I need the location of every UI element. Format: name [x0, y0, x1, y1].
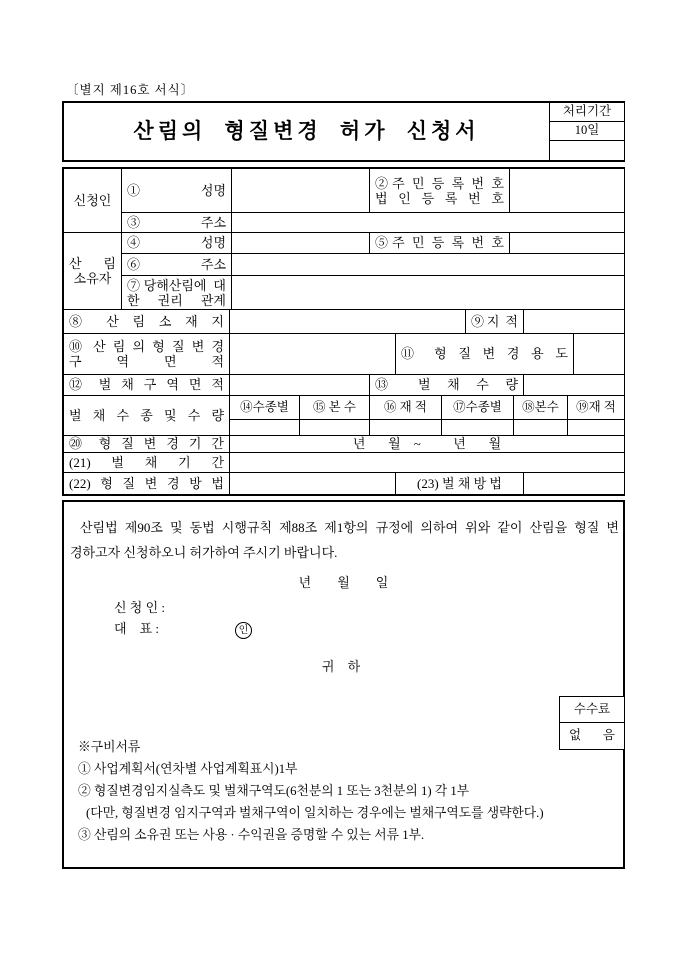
representative-signature-line: 대 표 : 인: [114, 618, 252, 639]
required-document-item: ② 형질변경임지실측도 및 벌채구역도(6천분의 1 또는 3천분의 1) 각 1부: [78, 784, 470, 798]
applicant-name-label: ①성명: [122, 169, 232, 213]
species-input-cell[interactable]: [568, 420, 625, 436]
species-input-cell[interactable]: [514, 420, 568, 436]
declaration-box: [62, 500, 625, 869]
change-area-label: ⑩ 산 림 의 형 질 변 경 구 역 면 적: [64, 334, 230, 375]
required-document-item: ① 사업계획서(연차별 사업계획표시)1부: [78, 762, 298, 776]
applicant-signature-label: 신 청 인 :: [114, 600, 166, 615]
felling-area-row: [63, 374, 625, 396]
felling-species-label: 벌 채 수 종 및 수 량: [64, 396, 230, 436]
change-use-label: ⑪ 형 질 변 경 용 도: [396, 334, 574, 375]
title-box: [62, 101, 625, 162]
cadastre-label: ⑨지 적: [466, 310, 524, 334]
declaration-paragraph: [70, 515, 619, 565]
processing-period-label: 처리기간: [550, 103, 625, 122]
species-input-cell[interactable]: [370, 420, 442, 436]
signature-block: [114, 597, 252, 639]
owner-address-input-cell[interactable]: [232, 254, 625, 276]
recipient-label: 귀 하: [321, 659, 366, 674]
owner-group-label: 산 림 소유자: [64, 233, 122, 310]
species-col-header-4: ⑰수종별: [442, 396, 514, 420]
seal-icon: 인: [235, 622, 252, 639]
change-method-input-cell[interactable]: [230, 473, 396, 495]
species-col-header-1: ⑭수종별: [230, 396, 300, 420]
owner-regno-input-cell[interactable]: [510, 233, 625, 254]
change-area-row: [63, 333, 625, 375]
required-document-item-note: (다만, 형질변경 임지구역과 벌채구역이 일치하는 경우에는 벌채구역도를 생략한다.): [86, 806, 544, 820]
main-form-table: [62, 167, 625, 496]
felling-method-label: (23) 벌 채 방 법: [396, 473, 524, 495]
change-period-value-cell[interactable]: 년 월 ~ 년 월: [230, 436, 625, 453]
change-use-input-cell[interactable]: [574, 334, 625, 375]
date-line: 년 월 일: [298, 575, 389, 590]
species-input-cell[interactable]: [300, 420, 370, 436]
owner-rights-label: ⑦당해산림에 대 한 권리 관계: [122, 276, 232, 310]
applicant-name-input-cell[interactable]: [232, 169, 370, 213]
cadastre-input-cell[interactable]: [524, 310, 625, 334]
period-method-section: [63, 435, 625, 495]
felling-quantity-label: ⑬ 벌 채 수 량: [370, 375, 524, 396]
form-title: 산림의 형질변경 허가 신청서: [64, 103, 550, 161]
required-documents: [78, 736, 613, 846]
felling-period-label: (21) 벌 채 기 간: [64, 453, 230, 473]
required-documents-title: ※구비서류: [78, 740, 141, 754]
change-method-label: (22) 형 질 변 경 방 법: [64, 473, 230, 495]
owner-name-input-cell[interactable]: [232, 233, 370, 254]
title-table: [63, 102, 625, 161]
applicant-regno-input-cell[interactable]: [510, 169, 625, 213]
processing-period-empty-cell[interactable]: [550, 141, 625, 161]
forest-location-input-cell[interactable]: [230, 310, 466, 334]
change-area-input-cell[interactable]: [230, 334, 396, 375]
change-period-label: ⑳ 형 질 변 경 기 간: [64, 436, 230, 453]
form-note: 〔별지 제16호 서식〕: [66, 83, 195, 97]
species-input-cell[interactable]: [442, 420, 514, 436]
species-input-cell[interactable]: [230, 420, 300, 436]
felling-area-label: ⑫ 벌 채 구 역 면 적: [64, 375, 230, 396]
felling-area-input-cell[interactable]: [230, 375, 370, 396]
person-section: [63, 168, 625, 310]
declaration-line-2: 경하고자 신청하오니 허가하여 주시기 바랍니다.: [70, 545, 338, 560]
applicant-group-label: 신청인: [64, 169, 122, 233]
fee-value: 없 음: [569, 728, 615, 742]
species-col-header-2: ⑮ 본 수: [300, 396, 370, 420]
processing-period-value: 10일: [550, 122, 625, 141]
applicant-regno-label: ②주 민 등 록 번 호 법 인 등 록 번 호: [370, 169, 510, 213]
applicant-address-label: ③주소: [122, 213, 232, 233]
location-row: [63, 309, 625, 334]
fee-label: 수수료: [560, 697, 624, 723]
felling-quantity-input-cell[interactable]: [524, 375, 625, 396]
owner-regno-label: ⑤주 민 등 록 번 호: [370, 233, 510, 254]
species-col-header-6: ⑲재 적: [568, 396, 625, 420]
felling-species-section: [63, 395, 625, 436]
owner-address-label: ⑥주소: [122, 254, 232, 276]
species-col-header-5: ⑱본수: [514, 396, 568, 420]
felling-period-input-cell[interactable]: [230, 453, 625, 473]
owner-name-label: ④성명: [122, 233, 232, 254]
required-document-item: ③ 산림의 소유권 또는 사용 · 수익권을 증명할 수 있는 서류 1부.: [78, 828, 425, 842]
owner-rights-input-cell[interactable]: [232, 276, 625, 310]
declaration-line-1: 산림법 제90조 및 동법 시행규칙 제88조 제1항의 규정에 의하여 위와 같이 산림을 형질 변: [80, 520, 619, 535]
species-col-header-3: ⑯ 재 적: [370, 396, 442, 420]
applicant-address-input-cell[interactable]: [232, 213, 625, 233]
forest-location-label: ⑧ 산 림 소 재 지: [64, 310, 230, 334]
felling-method-input-cell[interactable]: [524, 473, 625, 495]
form-content: [62, 80, 625, 869]
